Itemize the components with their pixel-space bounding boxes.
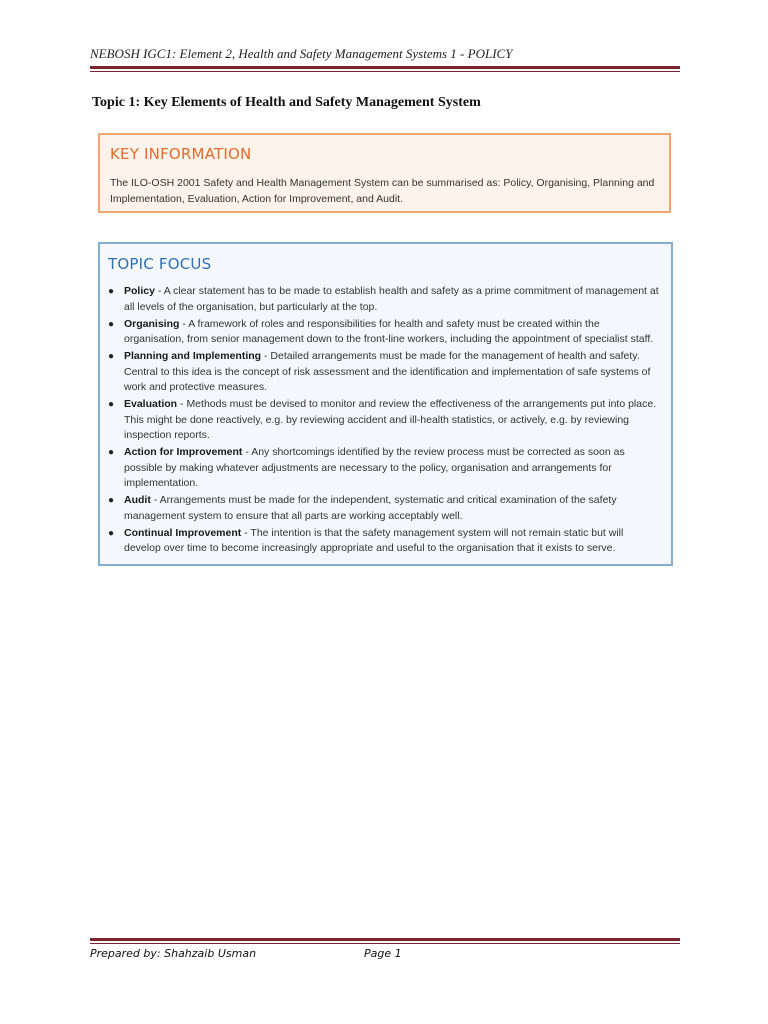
bullet-icon: ● (108, 318, 115, 330)
item-term: Evaluation (124, 398, 178, 410)
item-term: Continual Improvement (124, 526, 242, 539)
footer-rule-thick (90, 938, 680, 941)
item-term: Action for Improvement (124, 446, 243, 458)
topic-title: Topic 1: Key Elements of Health and Safety Management System (92, 95, 481, 110)
list-item (106, 445, 662, 492)
footer-rule-thin (90, 943, 680, 944)
bullet-icon: ● (108, 527, 115, 539)
item-text: - A clear statement has to be made to establish health and safety as a prime commitment of management at all levels of the organisation, but particularly at the top. (124, 285, 659, 313)
item-term: Organising (124, 317, 180, 330)
item-text: - A framework of roles and responsibilities for health and safety must be created within the organisation, from senior management down to the front-line workers, including the appointment of specialist staff. (124, 317, 654, 345)
list-item (106, 493, 662, 524)
header-rule-thick (90, 66, 680, 69)
list-item (106, 526, 662, 557)
bullet-icon: ● (108, 286, 115, 297)
item-text: - Detailed arrangements must be made for the management of health and safety. Central to this idea is the concept of risk assessment and the identification and implementation of safe systems of work and protective measures. (124, 350, 651, 393)
list-item (106, 349, 662, 396)
list-item (106, 317, 662, 348)
bullet-icon: ● (108, 447, 115, 458)
topic-focus-box (98, 242, 673, 566)
topic-focus-list (106, 284, 662, 558)
key-information-body: The ILO-OSH 2001 Safety and Health Management System can be summarised as: Policy, Organising, Planning and Implementation, Evaluation, Action for Improvement, and Audit. (110, 177, 655, 205)
footer-prepared-by: Prepared by: Shahzaib Usman (90, 947, 257, 960)
page-header: NEBOSH IGC1: Element 2, Health and Safety Management Systems 1 - POLICY (90, 46, 513, 61)
item-term: Policy (124, 285, 155, 297)
bullet-icon: ● (108, 495, 115, 506)
item-term: Audit (124, 494, 151, 506)
item-term: Planning and Implementing (124, 350, 262, 362)
item-text: - Arrangements must be made for the independent, systematic and critical examination of the safety management system to ensure that all parts are working acceptably well. (124, 494, 617, 522)
topic-focus-title: TOPIC FOCUS (108, 255, 212, 273)
list-item (106, 284, 662, 315)
bullet-icon: ● (108, 351, 115, 362)
item-text: - Any shortcomings identified by the review process must be corrected as soon as possible by making whatever adjustments are necessary to the policy, organisation and arrangements for implementation. (124, 446, 625, 489)
footer-page-number: Page 1 (364, 947, 402, 960)
item-text: - The intention is that the safety management system will not remain static but will develop over time to become increasingly appropriate and useful to the organisation that it exists to serve. (124, 526, 624, 554)
key-information-title: KEY INFORMATION (110, 145, 252, 163)
bullet-icon: ● (108, 399, 115, 410)
header-rule-thin (90, 71, 680, 72)
item-text: - Methods must be devised to monitor and review the effectiveness of the arrangements put into place. This might be done reactively, e.g. by reviewing accident and ill-health statistics, or actively, e.g. by reviewing inspection reports. (124, 398, 657, 441)
key-information-box (98, 133, 671, 213)
list-item (106, 397, 662, 444)
